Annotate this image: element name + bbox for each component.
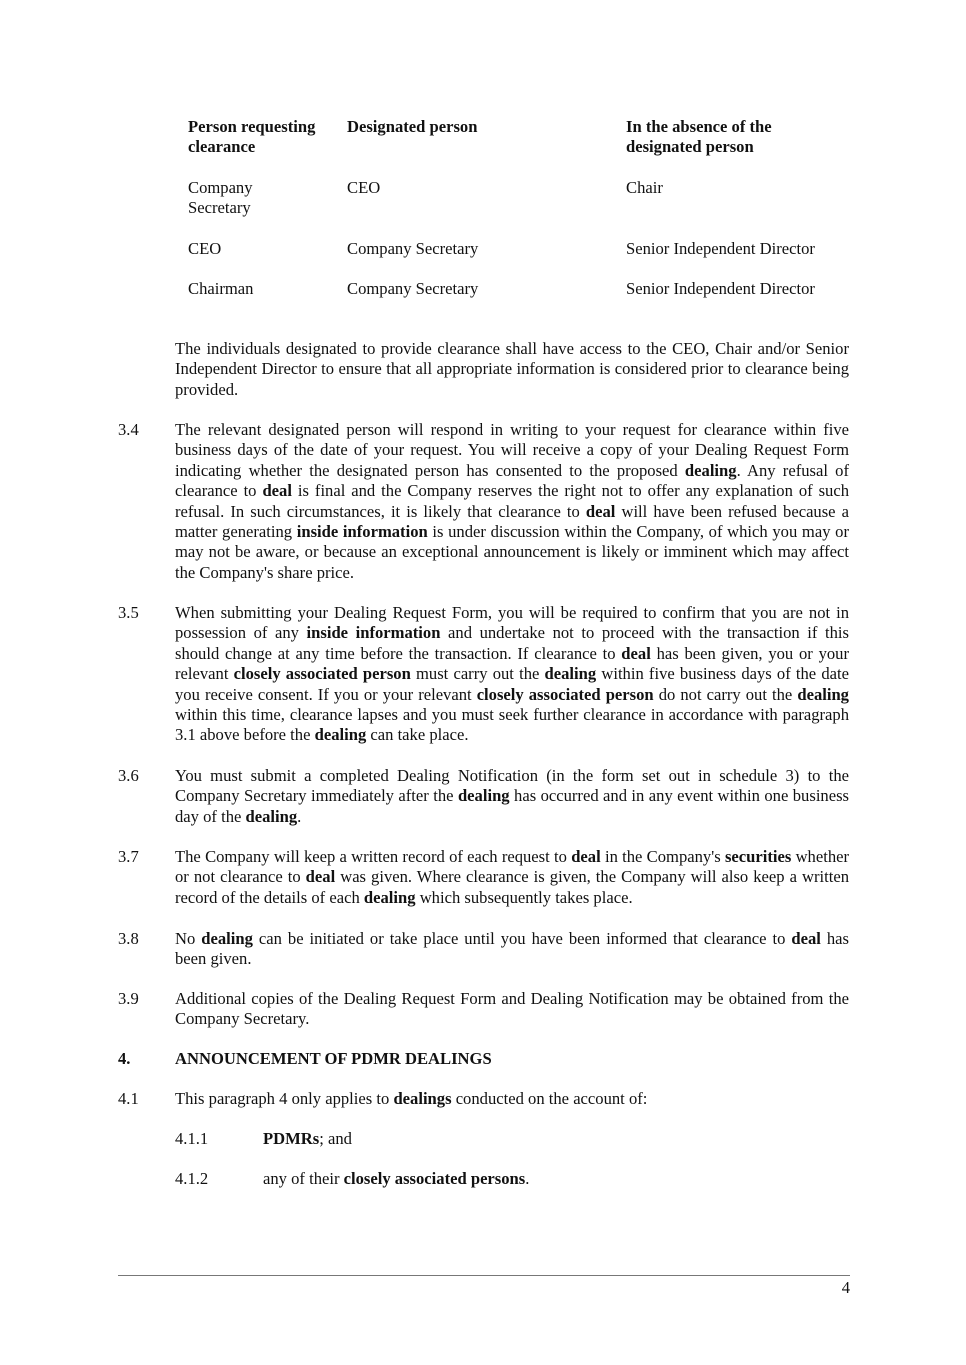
defined-term: closely associated person xyxy=(233,664,411,684)
cell-requester: CEO xyxy=(188,238,222,258)
clause-number: 3.8 xyxy=(118,929,139,948)
clause-text: When submitting your Dealing Request Form, you will be required to confirm that you are not in possession of any inside information and undertake not to proceed with the transaction if this should change at any time before the transaction. If clearance to deal has been given, you or your relevant closely associated person must carry out the dealing within five business days of the date you receive consent. If you or your relevant closely associated person do not carry out the dealing within this time, clearance lapses and you must seek further clearance in accordance with paragraph 3.1 above before the dealing can take place. xyxy=(175,603,850,745)
section-number: 4. xyxy=(118,1049,131,1068)
defined-term: deal xyxy=(262,481,292,501)
cell-line: Secretary xyxy=(188,198,251,218)
defined-term: dealing xyxy=(314,725,367,745)
subclause-text: PDMRs; and xyxy=(263,1129,352,1148)
page-number: 4 xyxy=(841,1278,850,1297)
header-line: In the absence of the xyxy=(626,117,772,136)
defined-term: deal xyxy=(571,847,601,866)
clause-text: Additional copies of the Dealing Request Form and Dealing Notification may be obtained from the Company Secretary. xyxy=(175,989,849,1029)
clause-text: The Company will keep a written record of each request to deal in the Company's securities whether or not clearance to deal was given. Where clearance is given, the Company will also keep a written record of the details of each dealing which subsequently takes place. xyxy=(175,847,850,907)
defined-term: deal xyxy=(305,867,336,887)
defined-term: closely associated person xyxy=(476,684,654,704)
table-row xyxy=(188,239,850,279)
table-header-requester xyxy=(188,117,338,158)
cell-absence: Chair xyxy=(626,177,663,197)
clause-text: This paragraph 4 only applies to dealings conducted on the account of: xyxy=(175,1089,648,1108)
header-line: clearance xyxy=(188,137,256,157)
table-header-designated xyxy=(347,117,617,137)
defined-term: dealing xyxy=(797,684,849,704)
section-title: ANNOUNCEMENT OF PDMR DEALINGS xyxy=(175,1049,492,1068)
cell-line: Company xyxy=(188,177,253,197)
clause-text: The relevant designated person will respond in writing to your request for clearance within five business days of the date of your request. You will receive a copy of your Dealing Request Form indicating whether the designated person has consented to the proposed dealing. Any refusal of clearance to deal is final and the Company reserves the right not to offer any explanation of such refusal. In such circumstances, it is likely that clearance to deal will have been refused because a matter generating inside information is under discussion within the Company, of which you may or may not be aware, or because an exceptional announcement is likely or imminent which may affect the Company's share price. xyxy=(175,420,850,582)
subclause-number: 4.1.1 xyxy=(175,1129,209,1148)
defined-term: dealing xyxy=(363,887,416,907)
cell-absence: Senior Independent Director xyxy=(626,278,815,298)
cell-requester xyxy=(188,178,338,219)
cell-requester: Chairman xyxy=(188,278,254,298)
defined-term: dealing xyxy=(684,460,737,480)
clearance-table xyxy=(188,117,850,299)
clause-number: 3.9 xyxy=(118,989,139,1008)
table-header-row xyxy=(188,117,850,178)
clause-text: No dealing can be initiated or take place until you have been informed that clearance to deal has been given. xyxy=(175,929,849,969)
table-header-absence xyxy=(626,117,856,158)
clause-number: 3.7 xyxy=(118,847,139,866)
defined-term: inside information xyxy=(296,522,428,542)
clause-number: 4.1 xyxy=(118,1089,139,1108)
defined-term: deal xyxy=(791,929,821,948)
header-line: Designated person xyxy=(347,117,478,136)
subclause-text: any of their closely associated persons. xyxy=(263,1169,530,1188)
clause-number: 3.6 xyxy=(118,766,139,785)
cell-designated: CEO xyxy=(347,177,381,197)
header-line: Person requesting xyxy=(188,117,316,136)
clause-text: You must submit a completed Dealing Notification (in the form set out in schedule 3) to the Company Secretary immediately after the dealing has occurred and in any event within one business day of the dealing. xyxy=(175,766,850,826)
table-row xyxy=(188,279,850,299)
clause-number: 3.5 xyxy=(118,603,139,622)
defined-term: closely associated persons xyxy=(343,1169,526,1188)
defined-term: dealing xyxy=(201,929,253,948)
clause-number: 3.4 xyxy=(118,420,139,439)
subclause-number: 4.1.2 xyxy=(175,1169,209,1188)
intro-paragraph: The individuals designated to provide clearance shall have access to the CEO, Chair and/or Senior Independent Director to ensure that all appropriate information is considered prior to clearance being provided. xyxy=(175,339,849,399)
cell-absence: Senior Independent Director xyxy=(626,238,815,258)
header-line: designated person xyxy=(626,137,754,157)
cell-designated: Company Secretary xyxy=(347,238,479,258)
defined-term: deal xyxy=(585,501,616,521)
defined-term: dealing xyxy=(457,786,510,806)
defined-term: inside information xyxy=(306,623,441,643)
defined-term: dealing xyxy=(245,806,298,826)
table-row xyxy=(188,178,850,239)
defined-term: PDMRs xyxy=(263,1129,320,1148)
defined-term: dealing xyxy=(544,664,597,684)
defined-term: dealings xyxy=(393,1089,452,1108)
footer-divider xyxy=(118,1275,850,1276)
defined-term: deal xyxy=(621,643,651,663)
defined-term: securities xyxy=(724,847,792,866)
cell-designated: Company Secretary xyxy=(347,278,479,298)
